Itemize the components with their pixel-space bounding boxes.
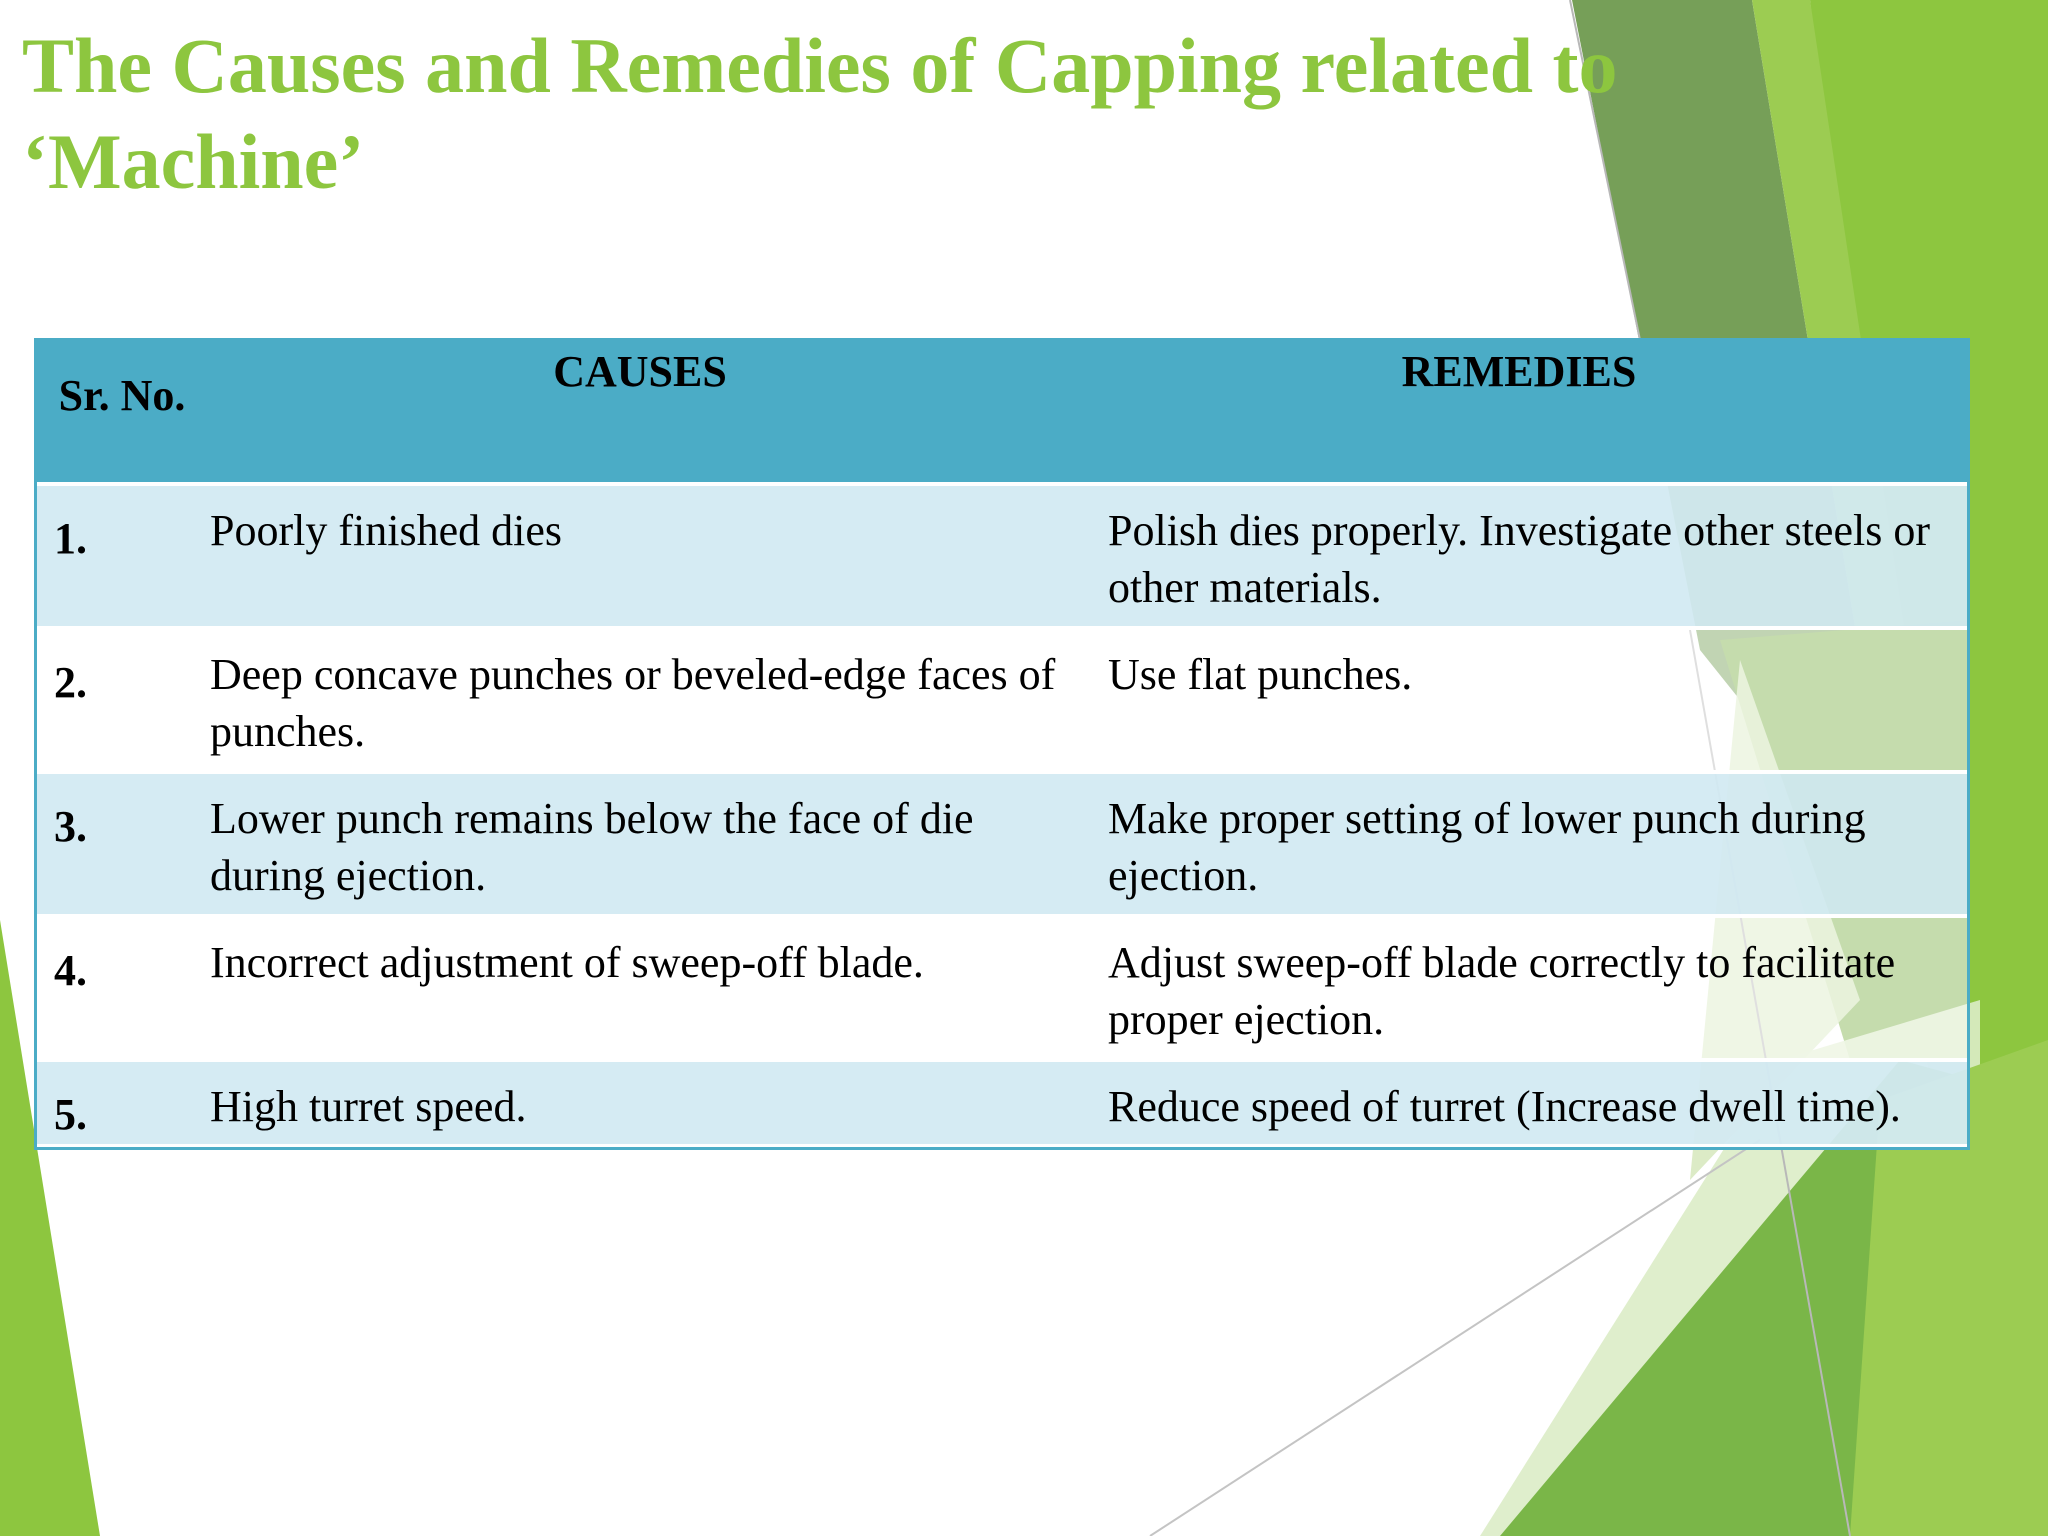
row-number: 4. <box>34 916 210 1060</box>
slide-title: The Causes and Remedies of Capping related to ‘Machine’ <box>22 22 1618 205</box>
row-number: 5. <box>34 1060 210 1146</box>
table-row <box>34 628 1968 772</box>
row-cause: Incorrect adjustment of sweep-off blade. <box>210 916 1070 1060</box>
row-cause: High turret speed. <box>210 1060 1070 1146</box>
table-row <box>34 1060 1968 1146</box>
causes-remedies-table <box>34 338 1968 1148</box>
row-number: 2. <box>34 628 210 772</box>
table-row <box>34 916 1968 1060</box>
header-remedies: REMEDIES <box>1070 338 1968 484</box>
row-cause: Lower punch remains below the face of die during ejection. <box>210 772 1070 916</box>
row-remedy: Use flat punches. <box>1070 628 1968 772</box>
row-remedy: Make proper setting of lower punch during ejection. <box>1070 772 1968 916</box>
row-remedy: Reduce speed of turret (Increase dwell time). <box>1070 1060 1968 1146</box>
table-row <box>34 772 1968 916</box>
row-number: 1. <box>34 484 210 628</box>
causes-remedies-table-container <box>34 338 1968 1148</box>
header-sr-no: Sr. No. <box>34 338 210 484</box>
row-cause: Deep concave punches or beveled-edge faces of punches. <box>210 628 1070 772</box>
row-remedy: Adjust sweep-off blade correctly to facilitate proper ejection. <box>1070 916 1968 1060</box>
table-row <box>34 484 1968 628</box>
table-header-row <box>34 338 1968 484</box>
row-cause: Poorly finished dies <box>210 484 1070 628</box>
row-number: 3. <box>34 772 210 916</box>
header-causes: CAUSES <box>210 338 1070 484</box>
row-remedy: Polish dies properly. Investigate other steels or other materials. <box>1070 484 1968 628</box>
